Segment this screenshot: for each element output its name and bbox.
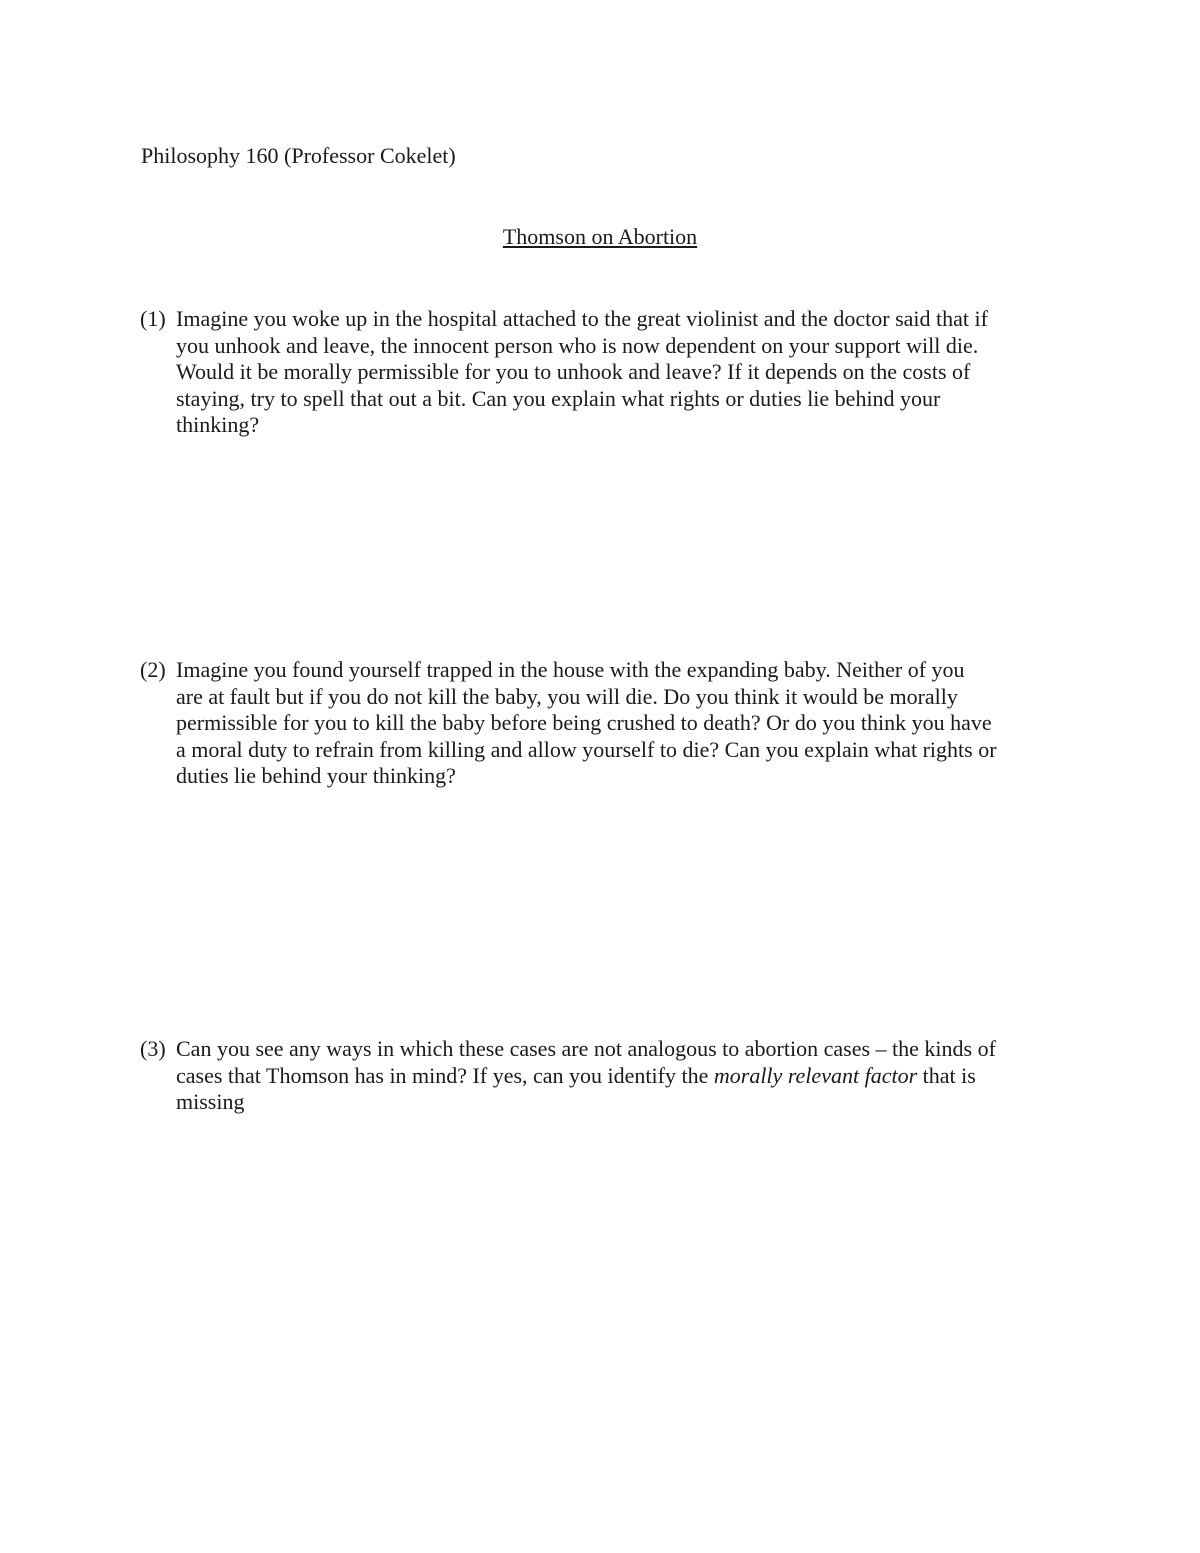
question-line: duties lie behind your thinking? (176, 763, 456, 788)
question-text (176, 306, 1065, 439)
question-line-text: that is (917, 1062, 976, 1088)
question-number: (1) (140, 306, 166, 331)
question-text (176, 657, 1065, 790)
question-2 (140, 657, 1065, 790)
question-number: (3) (140, 1036, 166, 1061)
course-header: Philosophy 160 (Professor Cokelet) (141, 143, 456, 168)
question-3 (140, 1036, 1065, 1116)
question-line: permissible for you to kill the baby before being crushed to death? Or do you think you have (176, 710, 992, 735)
title-text: Thomson on Abortion (502, 224, 698, 249)
question-line (176, 1063, 1065, 1090)
question-line: Imagine you woke up in the hospital attached to the great violinist and the doctor said that if (176, 306, 988, 331)
question-line: Imagine you found yourself trapped in the house with the expanding baby. Neither of you (176, 657, 965, 682)
question-line: thinking? (176, 412, 260, 437)
question-line: are at fault but if you do not kill the baby, you will die. Do you think it would be morally (176, 683, 958, 709)
question-line: staying, try to spell that out a bit. Can you explain what rights or duties lie behind your (176, 385, 941, 411)
question-line: Would it be morally permissible for you to unhook and leave? If it depends on the costs of (176, 359, 971, 384)
question-line-text: cases that Thomson has in mind? If yes, can you identify the (176, 1062, 714, 1088)
emphasized-phrase: morally relevant factor (713, 1062, 918, 1088)
question-1 (140, 306, 1065, 439)
question-text (176, 1036, 1065, 1116)
question-line: a moral duty to refrain from killing and allow yourself to die? Can you explain what rights or (176, 736, 997, 762)
question-number: (2) (140, 657, 166, 682)
question-line: missing (176, 1089, 245, 1114)
question-line: you unhook and leave, the innocent person who is now dependent on your support will die. (176, 332, 979, 358)
question-line: Can you see any ways in which these cases are not analogous to abortion cases – the kinds of (176, 1036, 996, 1061)
page-title (0, 224, 1200, 251)
